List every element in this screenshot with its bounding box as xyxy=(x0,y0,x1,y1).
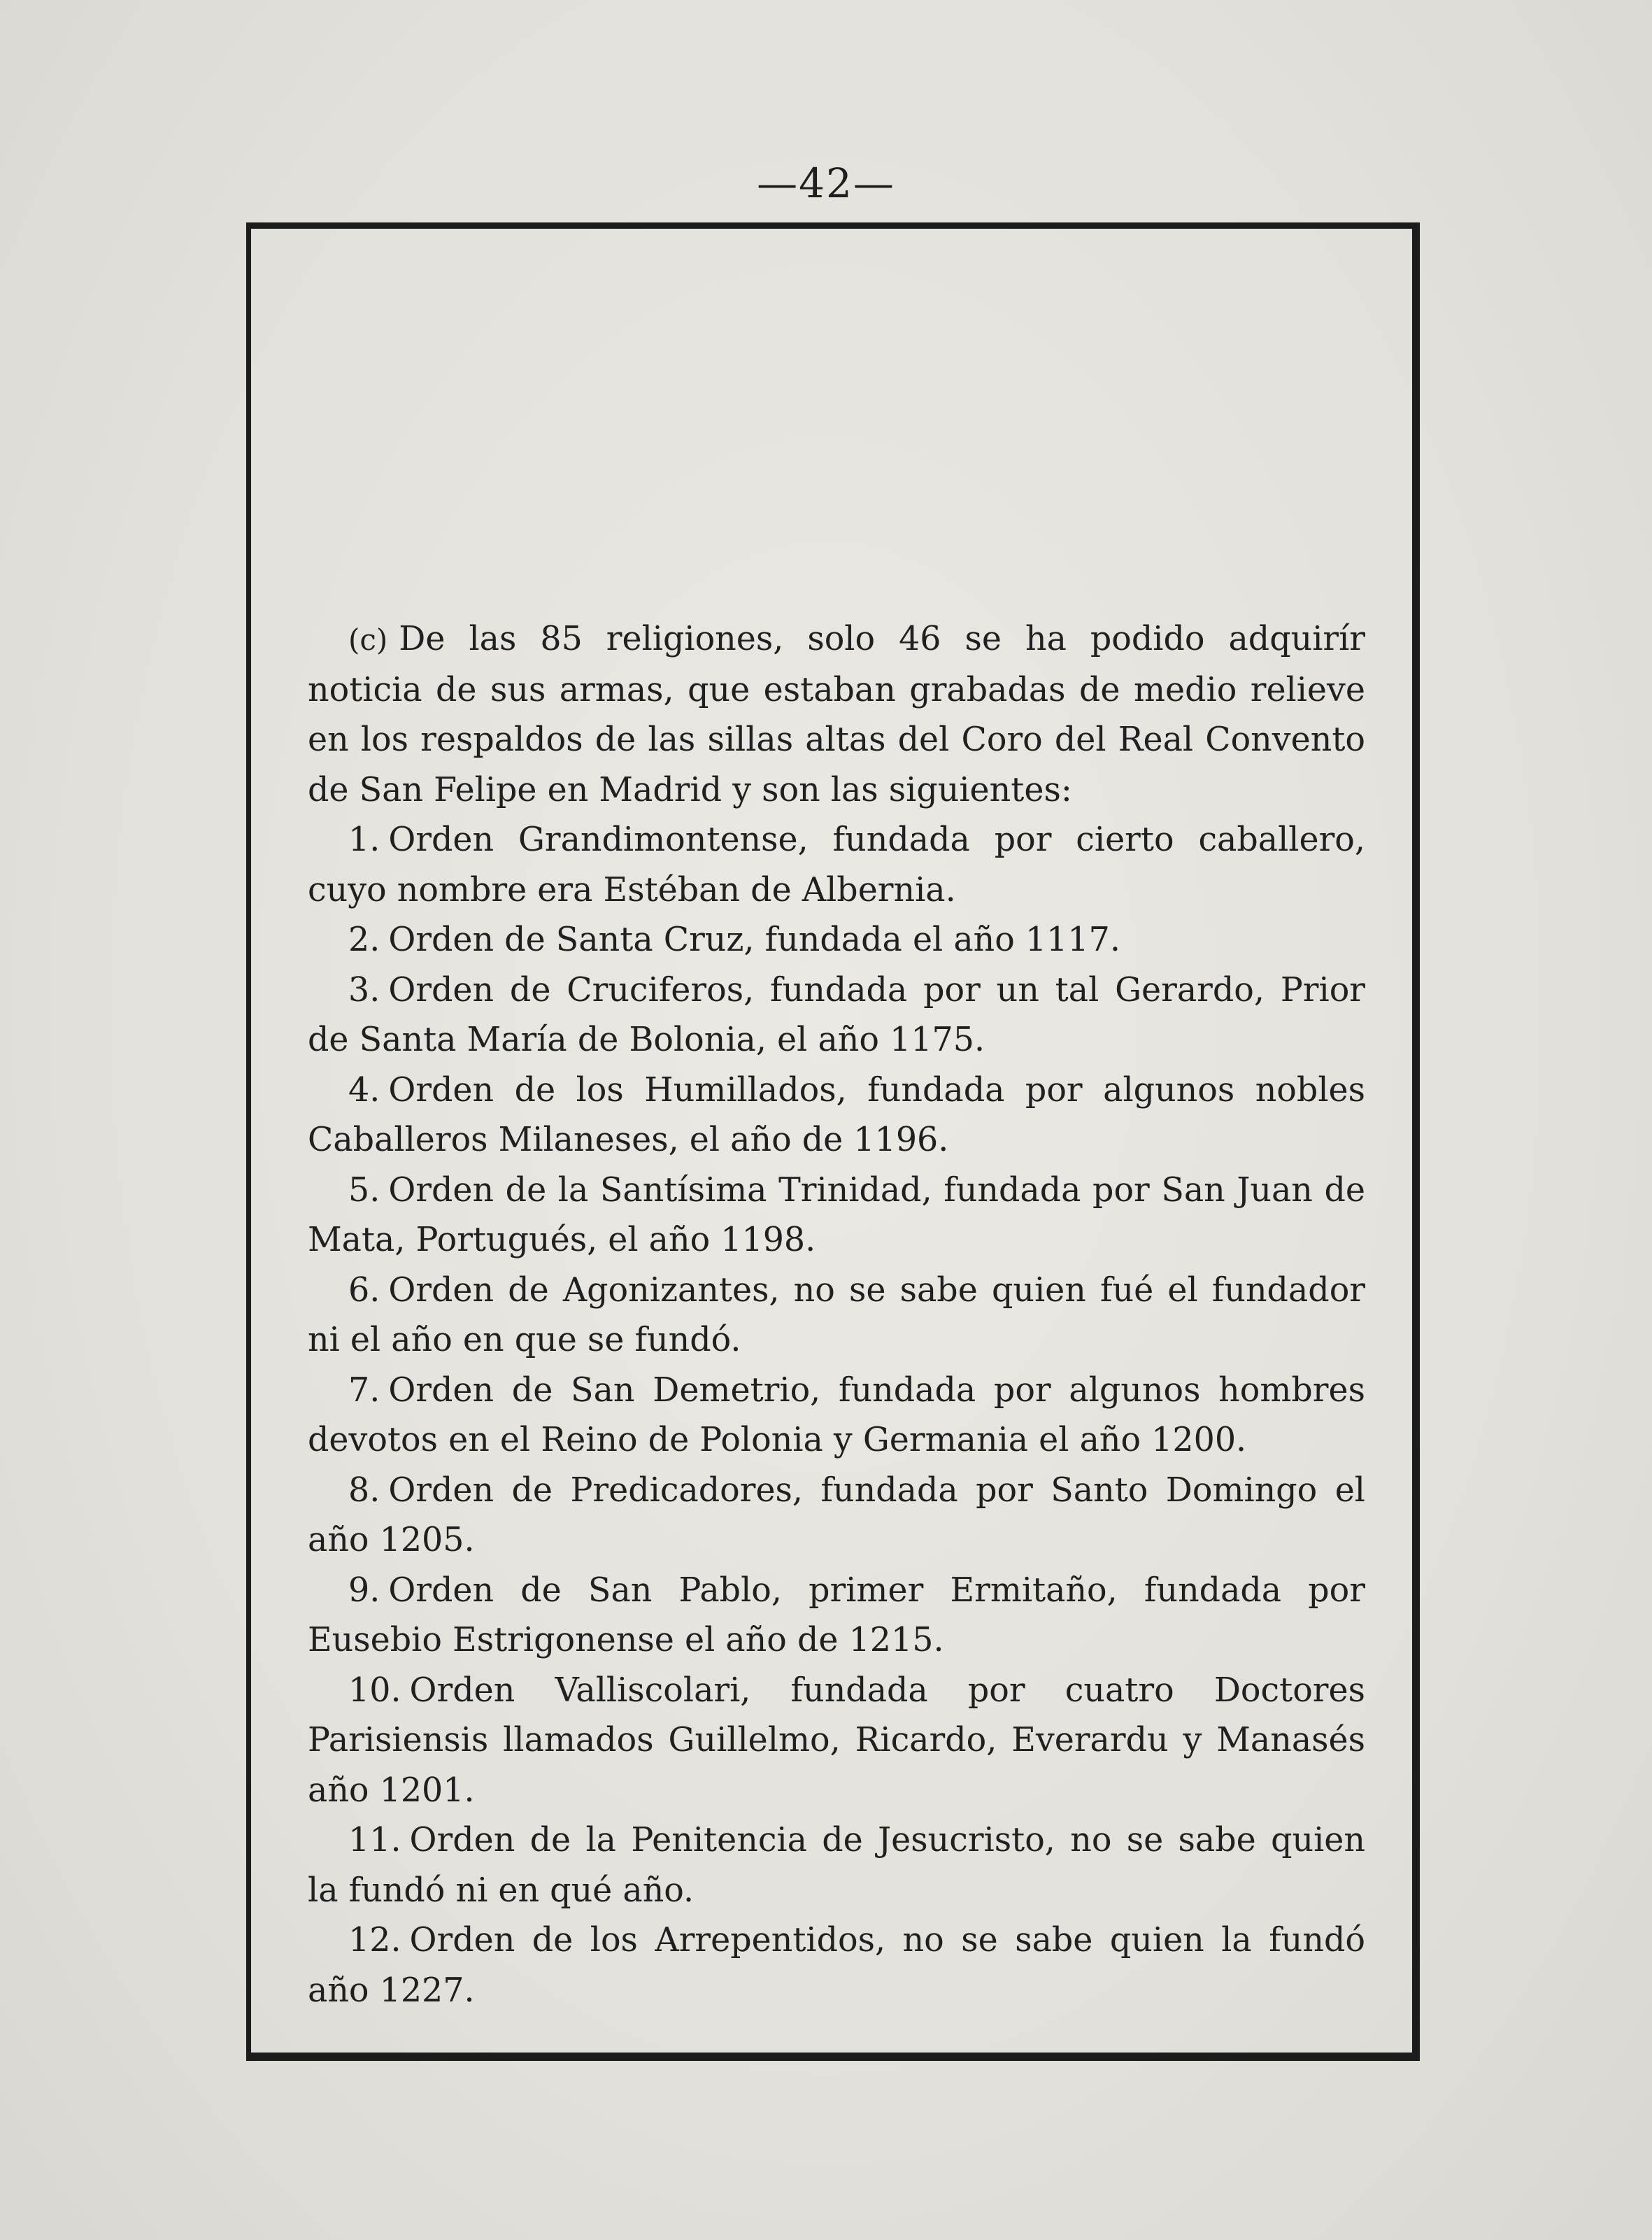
item-text: Orden de los Humillados, fundada por algunos nobles Caballeros Milaneses, el año de 1196. xyxy=(308,1070,1365,1159)
item-text: Orden de la Penitencia de Jesucristo, no se sabe quien la fundó ni en qué año. xyxy=(308,1821,1365,1910)
item-number: 3. xyxy=(348,970,380,1009)
list-item xyxy=(308,815,1365,915)
footnote-block xyxy=(308,614,1365,2015)
item-text: Orden de Agonizantes, no se sabe quien fué el fundador ni el año en que se fundó. xyxy=(308,1270,1365,1359)
list-item xyxy=(308,1466,1365,1566)
list-item xyxy=(308,1065,1365,1165)
item-text: Orden de San Pablo, primer Ermitaño, fundada por Eusebio Estrigonense el año de 1215. xyxy=(308,1571,1365,1659)
list-item xyxy=(308,1266,1365,1366)
list-item xyxy=(308,1915,1365,2015)
list-item xyxy=(308,1366,1365,1466)
item-text: Orden de Cruciferos, fundada por un tal Gerardo, Prior de Santa María de Bolonia, el año 1175. xyxy=(308,970,1365,1059)
list-item xyxy=(308,965,1365,1065)
item-text: Orden Valliscolari, fundada por cuatro Doctores Parisiensis llamados Guillelmo, Ricardo, Everardu y Manasés año 1201. xyxy=(308,1671,1365,1810)
item-text: Orden de la Santísima Trinidad, fundada por San Juan de Mata, Portugués, el año 1198. xyxy=(308,1170,1365,1259)
item-number: 9. xyxy=(348,1571,380,1610)
footnote-marker: (c) xyxy=(348,623,388,657)
item-number: 2. xyxy=(348,921,380,959)
item-text: Orden de Santa Cruz, fundada el año 1117. xyxy=(388,921,1120,959)
footnote-intro xyxy=(308,614,1365,815)
list-item xyxy=(308,915,1365,965)
list-item xyxy=(308,1815,1365,1915)
item-number: 7. xyxy=(348,1370,380,1410)
item-number: 1. xyxy=(348,821,380,859)
list-item xyxy=(308,1666,1365,1816)
page-number: —42— xyxy=(757,160,895,207)
item-text: Orden Grandimontense, fundada por cierto caballero, cuyo nombre era Estéban de Albernia. xyxy=(308,821,1365,909)
list-item xyxy=(308,1165,1365,1266)
item-text: Orden de los Arrepentidos, no se sabe quien la fundó año 1227. xyxy=(308,1921,1365,2010)
item-number: 5. xyxy=(348,1170,380,1210)
item-number: 8. xyxy=(348,1470,380,1510)
item-text: Orden de San Demetrio, fundada por algunos hombres devotos en el Reino de Polonia y Germania el año 1200. xyxy=(308,1370,1365,1459)
footnote-intro-text: De las 85 religiones, solo 46 se ha podido adquirír noticia de sus armas, que estaban grabadas de medio relieve en los respaldos de las sillas altas del Coro del Real Convento de San Felipe en Madrid y son las siguientes: xyxy=(308,620,1365,809)
item-number: 4. xyxy=(348,1070,380,1110)
list-item xyxy=(308,1566,1365,1666)
item-text: Orden de Predicadores, fundada por Santo Domingo el año 1205. xyxy=(308,1470,1365,1559)
item-number: 10. xyxy=(348,1671,401,1710)
item-number: 11. xyxy=(348,1821,401,1859)
item-number: 12. xyxy=(348,1921,401,1959)
item-number: 6. xyxy=(348,1270,380,1310)
